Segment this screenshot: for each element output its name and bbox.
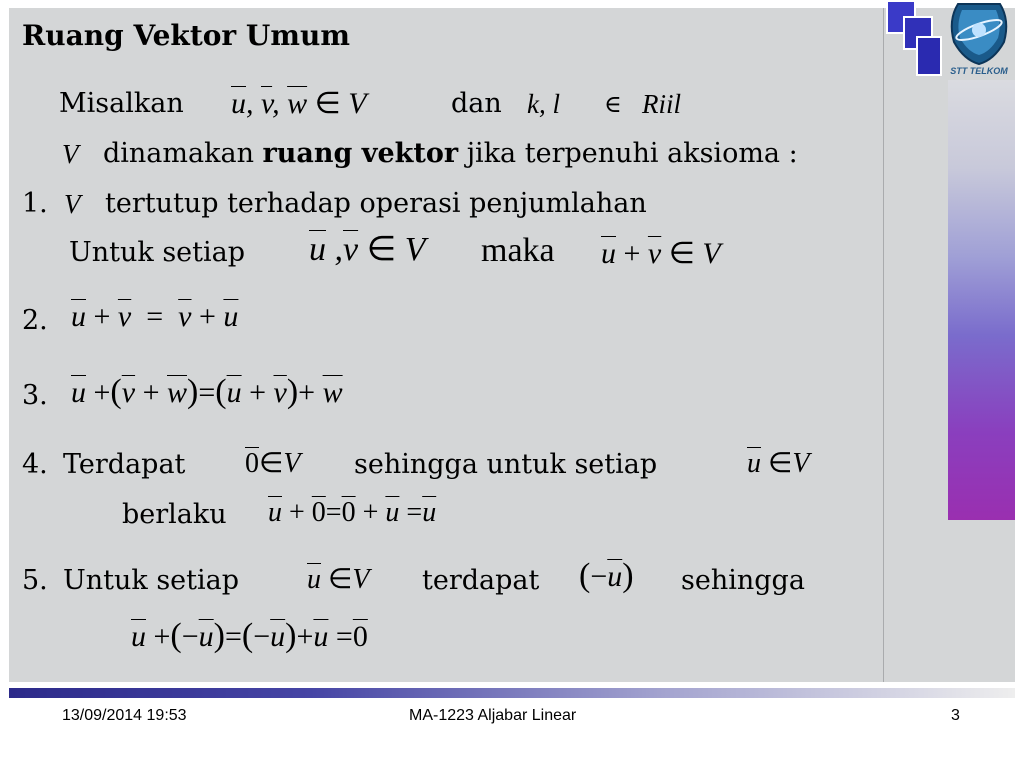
line2-pre: dinamakan xyxy=(103,138,254,169)
line1-field: Riil xyxy=(642,89,681,119)
axiom4-line2-formula: $\overline{u} + 0=0 + \overline{u} =\overline{u}$ xyxy=(268,497,437,528)
line1-prefix: Misalkan xyxy=(59,88,184,119)
axiom4-line2-pre: berlaku xyxy=(122,499,227,530)
axiom3-number: 3. xyxy=(22,380,48,411)
slide-title: Ruang Vektor Umum xyxy=(22,19,350,52)
axiom3-formula: $\overline{u} +(\overline{v} + \overline{w})=(\overline{u} + \overline{v})+ \overline{w}$ xyxy=(71,373,343,410)
line1-vars: $\overline{u}$, $\overline{v}$, $\overline{w}$ ∈ V xyxy=(231,87,367,120)
axiom5-formula: $\overline{u} +(-\overline{u})=(-\overline{u})+\overline{u} =0$ xyxy=(131,617,368,654)
axiom1-number: 1. xyxy=(22,188,48,219)
footer-date: 13/09/2014 19:53 xyxy=(62,707,187,724)
axiom4-mid: sehingga untuk setiap xyxy=(354,449,658,480)
line2-post: jika terpenuhi aksioma : xyxy=(466,138,798,169)
axiom1-sub-pre: Untuk setiap xyxy=(69,237,246,268)
line2-text xyxy=(103,138,798,170)
axiom5-number: 5. xyxy=(22,565,48,596)
footer-accent-bar xyxy=(9,688,1015,698)
axiom5-pre: Untuk setiap xyxy=(63,565,240,596)
axiom1-text: tertutup terhadap operasi penjumlahan xyxy=(105,188,647,219)
axiom1-sub-vars: $\overline{u}$ $,\overline{v}$ ∈ V xyxy=(309,231,426,268)
axiom4-pre: Terdapat xyxy=(63,449,186,480)
decor-square-3 xyxy=(916,36,942,76)
axiom5-mid: terdapat xyxy=(422,565,540,596)
gradient-bar xyxy=(948,80,1015,520)
axiom5-post: sehingga xyxy=(681,565,805,596)
divider-line xyxy=(883,8,884,682)
line2-bold: ruang vektor xyxy=(262,138,459,169)
axiom2-number: 2. xyxy=(22,305,48,336)
slide-content xyxy=(9,8,1015,682)
axiom4-zero: 0∈V xyxy=(245,448,301,479)
axiom4-u-in-v: $\overline{u}$ ∈V xyxy=(747,448,810,479)
line1-mid: dan xyxy=(451,88,502,119)
line1-scalars: k, l xyxy=(527,89,560,119)
axiom4-number: 4. xyxy=(22,449,48,480)
footer-course: MA-1223 Aljabar Linear xyxy=(409,707,577,724)
axiom5-neg: $(-\overline{u})$ xyxy=(579,557,634,594)
axiom1-sub-result: $\overline{u} + \overline{v}$ ∈ V xyxy=(601,237,721,270)
logo-text: STT TELKOM xyxy=(950,66,1008,76)
line2-var: V xyxy=(62,139,79,169)
axiom1-sub-mid: maka xyxy=(481,232,555,269)
line1-in: ∈ xyxy=(604,90,622,118)
institution-logo xyxy=(944,0,1014,80)
axiom5-u-in-v: $\overline{u}$ ∈V xyxy=(307,564,370,595)
footer-page-number: 3 xyxy=(951,707,960,724)
axiom2-formula: $\overline{u} + \overline{v} = \overline{v} + \overline{u}$ xyxy=(71,300,239,333)
axiom1-var: V xyxy=(64,189,81,219)
